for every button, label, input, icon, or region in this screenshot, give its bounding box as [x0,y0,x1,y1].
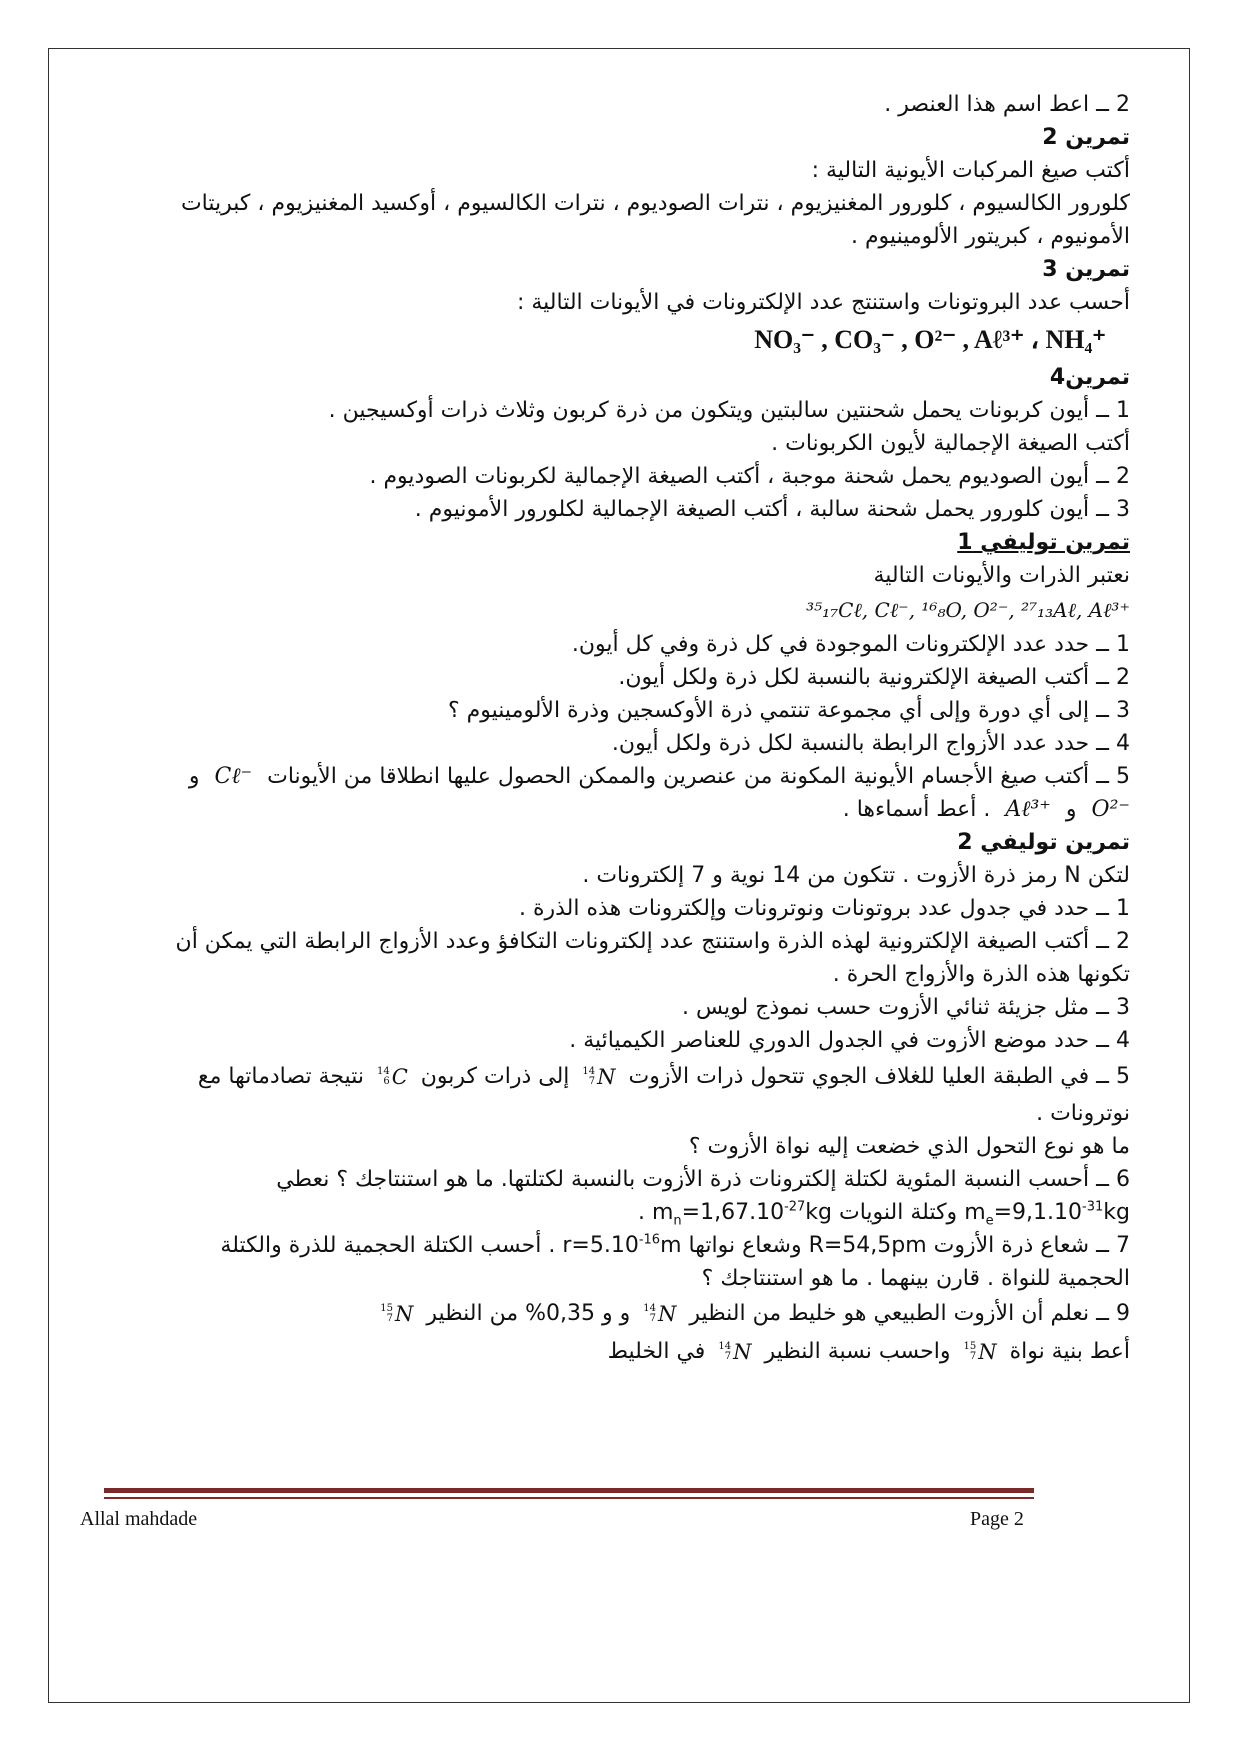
text-segment: و [188,764,200,789]
text-segment: 5 ــ في الطبقة العليا للغلاف الجوي تتحول ذرات الأزوت [628,1064,1130,1089]
text-segment: أعط بنية نواة [1009,1339,1130,1364]
carbon-14-nuclide: 14 6 C [376,1065,408,1089]
text-segment: وكتلة النويات [839,1200,958,1225]
nitrogen-14-nuclide: 14 7 N [643,1302,677,1326]
section-heading: تمرين 3 [1042,257,1130,282]
text-segment: واحسب نسبة النظير [764,1339,951,1364]
text-line: أكتب الصيغة الإجمالية لأيون الكربونات . [771,431,1130,456]
ion-formula-line [100,319,1130,361]
nitrogen-14-nuclide: 14 7 N [582,1065,616,1089]
footer-rule-thick [104,1488,1034,1493]
text-segment: 5 ــ أكتب صيغ الأجسام الأيونية المكونة من عنصرين والممكن الحصول عليها انطلاقا من الأيونات [267,764,1130,789]
text-line [100,760,1130,793]
footer-page-number: Page 2 [970,1508,1024,1530]
text-line: 3 ــ مثل جزيئة ثنائي الأزوت حسب نموذج لويس . [681,995,1130,1020]
text-segment: نتيجة تصادماتها مع [197,1064,364,1089]
nitrogen-15-nuclide: 15 7 N [963,1340,997,1364]
text-line: أكتب صيغ المركبات الأيونية التالية : [811,158,1130,183]
text-line [100,1295,1130,1333]
text-line: 4 ــ حدد موضع الأزوت في الجدول الدوري للعناصر الكيميائية . [569,1028,1130,1053]
aluminium-ion: Aℓ³⁺ [1005,797,1051,822]
text-line: ما هو نوع التحول الذي خضعت إليه نواة الأزوت ؟ [688,1134,1130,1159]
text-line: 6 ــ أحسب النسبة المئوية لكتلة إلكترونات ذرة الأزوت بالنسبة لكتلتها. ما هو استنتاجك ؟ نعطي [276,1167,1130,1192]
text-line: الحجمية للنواة . قارن بينهما . ما هو استنتاجك ؟ [701,1266,1130,1291]
isotope-set: ³⁵₁₇Cℓ, Cℓ⁻, ¹⁶₈O, O²⁻, ²⁷₁₃Aℓ, Aℓ³⁺ [806,598,1130,622]
text-line: أحسب عدد البروتونات واستنتج عدد الإلكترونات في الأيونات التالية : [516,290,1130,315]
text-line [100,793,1130,826]
nucleus-radius: $r=5.10^{-16}m$ [562,1232,682,1258]
nitrogen-14-nuclide: 14 7 N [718,1340,752,1364]
text-line: 2 ــ أكتب الصيغة الإلكترونية بالنسبة لكل ذرة ولكل أيون. [618,665,1130,690]
chloride-ion: Cℓ⁻ [214,764,253,789]
section-heading: تمرين4 [1049,365,1130,390]
text-line: 2 ــ أكتب الصيغة الإلكترونية لهذه الذرة واستنتج عدد إلكترونات التكافؤ وعدد الأزواج الرابطة التي يمكن أن [175,929,1130,954]
text-line [100,1057,1130,1097]
text-line: نعتبر الذرات والأيونات التالية [873,563,1130,588]
section-heading: تمرين توليفي 1 [957,530,1130,555]
isotope-set-line [100,592,1130,628]
nucleon-mass: . $m_n=1,67.10^{-27}kg$ [637,1199,833,1229]
text-line: الأمونيوم ، كبريتور الألومينيوم . [850,224,1130,249]
section-heading: تمرين توليفي 2 [957,830,1130,855]
oxide-ion: O²⁻ [1091,797,1130,822]
document-body [100,88,1130,1371]
text-segment: 9 ــ نعلم أن الأزوت الطبيعي هو خليط من النظير [689,1301,1130,1326]
ion-formulas: NO₃⁻ , CO₃⁻ , O²⁻ , Aℓ³⁺ ، NH₄⁺ [754,325,1106,354]
text-segment: . أعط أسماءها . [842,797,991,822]
text-segment: إلى ذرات كربون [420,1064,570,1089]
text-line: نوترونات . [1036,1101,1130,1126]
footer-author: Allal mahdade [80,1508,198,1530]
text-segment: و [1065,797,1077,822]
text-line: تكونها هذه الذرة والأزواج الحرة . [832,962,1130,987]
nitrogen-15-nuclide: 15 7 N [380,1302,414,1326]
text-line [100,1333,1130,1371]
text-segment: و و 0,35% من النظير [426,1301,631,1326]
text-line: 1 ــ أيون كربونات يحمل شحنتين سالبتين ويتكون من ذرة كربون وثلاث ذرات أوكسيجين . [328,398,1130,423]
text-line: 4 ــ حدد عدد الأزواج الرابطة بالنسبة لكل ذرة ولكل أيون. [611,731,1130,756]
text-line: 3 ــ إلى أي دورة وإلى أي مجموعة تنتمي ذرة الأوكسجين وذرة الألومينيوم ؟ [448,698,1130,723]
text-line: 2 ــ أيون الصوديوم يحمل شحنة موجبة ، أكتب الصيغة الإجمالية لكربونات الصوديوم . [369,464,1130,489]
text-line: كلورور الكالسيوم ، كلورور المغنيزيوم ، نترات الصوديوم ، نترات الكالسيوم ، أوكسيد المغنيزيوم ، كبريتات [180,191,1130,216]
text-line: 1 ــ حدد في جدول عدد بروتونات ونوترونات وإلكترونات هذه الذرة . [519,896,1130,921]
text-line [100,1229,1130,1262]
text-segment: في الخليط [607,1339,706,1364]
text-line [100,1196,1130,1229]
footer-rule-thin [104,1497,1034,1499]
text-segment: . أحسب الكتلة الحجمية للذرة والكتلة [220,1233,556,1258]
text-line: 3 ــ أيون كلورور يحمل شحنة سالبة ، أكتب الصيغة الإجمالية لكلورور الأمونيوم . [414,497,1130,522]
section-heading: تمرين 2 [1042,125,1130,150]
text-line: 2 ــ اعط اسم هذا العنصر . [884,92,1130,117]
electron-mass: $m_e=9,1.10^{-31}kg$ [964,1199,1130,1229]
text-segment: 7 ــ شعاع ذرة الأزوت R=54,5pm وشعاع نواتها [688,1233,1130,1258]
text-line: 1 ــ حدد عدد الإلكترونات الموجودة في كل ذرة وفي كل أيون. [571,632,1130,657]
text-line: لتكن N رمز ذرة الأزوت . تتكون من 14 نوية و 7 إلكترونات . [582,863,1130,888]
